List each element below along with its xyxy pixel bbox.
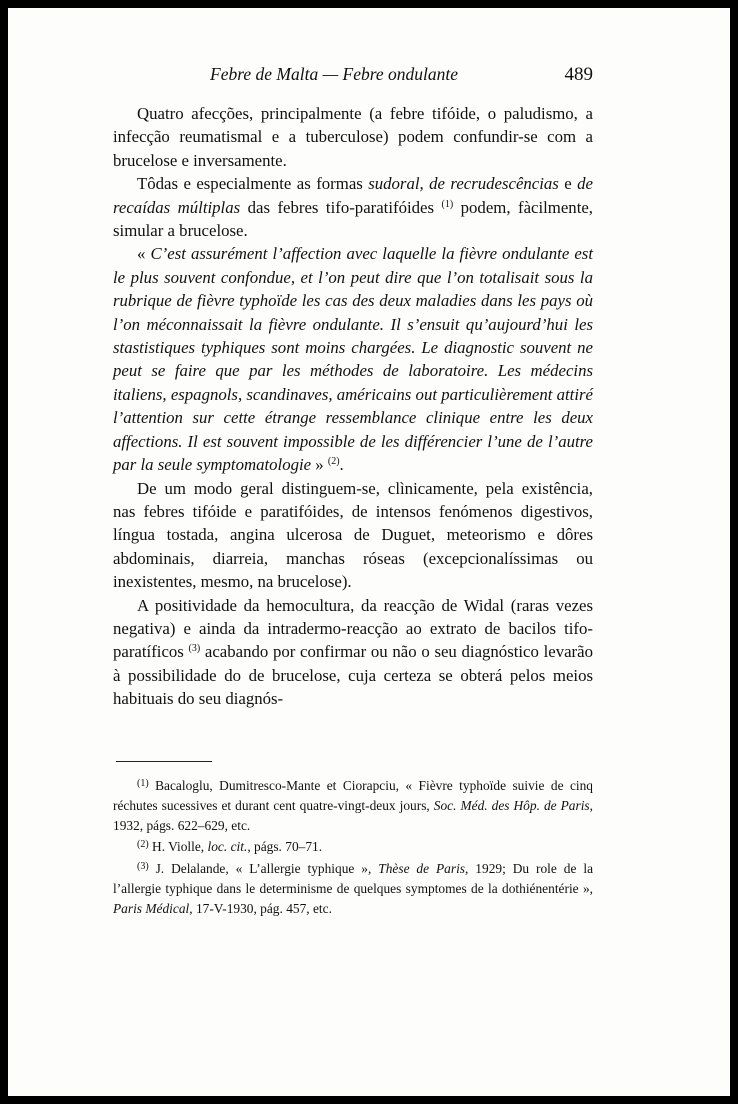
text-run: De um modo geral distinguem-se, clìnicamente, pela existência, nas febres tifóide e paratifóides, de intensos fenómenos digestivos, língua tostada, angina ulcerosa de Duguet, meteorismo e dôres abdominais, diarreia, manchas róseas (excepcionalíssimas ou inexistentes, mesmo, na brucelose).	[113, 478, 593, 592]
text-run: A positividade da hemocultura, da reacção de Widal (raras vezes negativa) e ainda da intradermo-reacção ao extrato de bacilos tifo-paratíficos	[113, 595, 593, 662]
footnote	[113, 774, 593, 835]
text-run: Quatro afecções, principalmente (a febre tifóide, o paludismo, a infecção reumatismal e a tuberculose) podem confundir-se com a brucelose e inversamente.	[113, 104, 593, 170]
text-run: , 1932, págs. 622–629, etc.	[113, 797, 593, 833]
italic-text: de recaídas múltiplas	[113, 174, 593, 217]
page-header	[113, 64, 593, 92]
footnotes	[113, 774, 593, 919]
footnote	[113, 835, 593, 857]
footnote-number: (2)	[137, 839, 149, 851]
footnote-number: (3)	[137, 861, 149, 873]
text-run: e	[558, 174, 578, 194]
footnote-number: (1)	[137, 778, 149, 789]
paragraph	[113, 242, 593, 476]
text-run: , 1929; Du role de la l’allergie typhique dans le determinisme de quelques symptomes de la dothiénentérie »,	[113, 861, 594, 896]
text-run: das febres tifo-paratifóides	[240, 197, 442, 217]
text-run: .	[339, 455, 344, 475]
footnote-reference: (1)	[441, 198, 454, 210]
footnote	[113, 857, 593, 918]
page-number: 489	[564, 64, 593, 85]
italic-text: C’est assurément l’affection avec laquelle la fièvre ondulante est le plus souvent confondue, et l’on peut dire que l’on totalisait sous la rubrique de fièvre typhoïde les cas des deux maladies dans les pays où l’on méconnaissait la fièvre ondulante. Il s’ensuit qu’aujourd’hui les stastistiques typhiques sont moins chargées. Le diagnostic souvent ne peut se faire que par les méthodes de laboratoire. Les médecins italiens, espagnols, scandinaves, américains out particulièrement attiré l’attention sur cette étrange ressemblance clinique entre les deux affections. Il est souvent impossible de les différencier l’une de l’autre par la seule symptomatologie	[113, 244, 594, 475]
text-run: Bacaloglu, Dumitresco-Mante et Ciorapciu, « Fièvre typhoïde suivie de cinq réchutes sucessives et durant cent quatre-vingt-deux jours,	[113, 778, 593, 813]
text-run: , págs. 70–71.	[247, 839, 323, 855]
text-run: H. Violle,	[148, 839, 208, 855]
text-run: «	[137, 244, 151, 264]
text-run: acabando por confirmar ou não o seu diagnóstico levarão à possibilidade do de brucelose, cuja certeza se obterá pelos meios habituais do seu diagnós-	[113, 642, 593, 709]
text-run: »	[311, 455, 328, 475]
footnote-divider	[116, 761, 212, 762]
text-run: podem, fàcilmente, simular a brucelose.	[113, 197, 593, 241]
text-run: Tôdas e especialmente as formas	[137, 174, 369, 194]
italic-text: sudoral, de recrudescências	[368, 174, 559, 194]
footnote-reference: (2)	[327, 456, 340, 468]
italic-text: Paris Médical	[113, 900, 190, 916]
book-page	[8, 8, 730, 1096]
running-title: Febre de Malta — Febre ondulante	[210, 64, 459, 84]
italic-text: Soc. Méd. des Hôp. de Paris	[433, 797, 590, 813]
paragraph	[113, 102, 593, 172]
italic-text: loc. cit.	[207, 839, 248, 855]
italic-text: Thèse de Paris	[378, 861, 466, 877]
paragraph	[113, 477, 593, 594]
paragraph	[113, 594, 593, 711]
paragraph	[113, 172, 593, 242]
text-run: , 17-V-1930, pág. 457, etc.	[189, 900, 332, 916]
footnote-reference: (3)	[188, 643, 201, 655]
body-text	[113, 102, 593, 711]
text-run: J. Delalande, « L’allergie typhique »,	[148, 861, 379, 877]
